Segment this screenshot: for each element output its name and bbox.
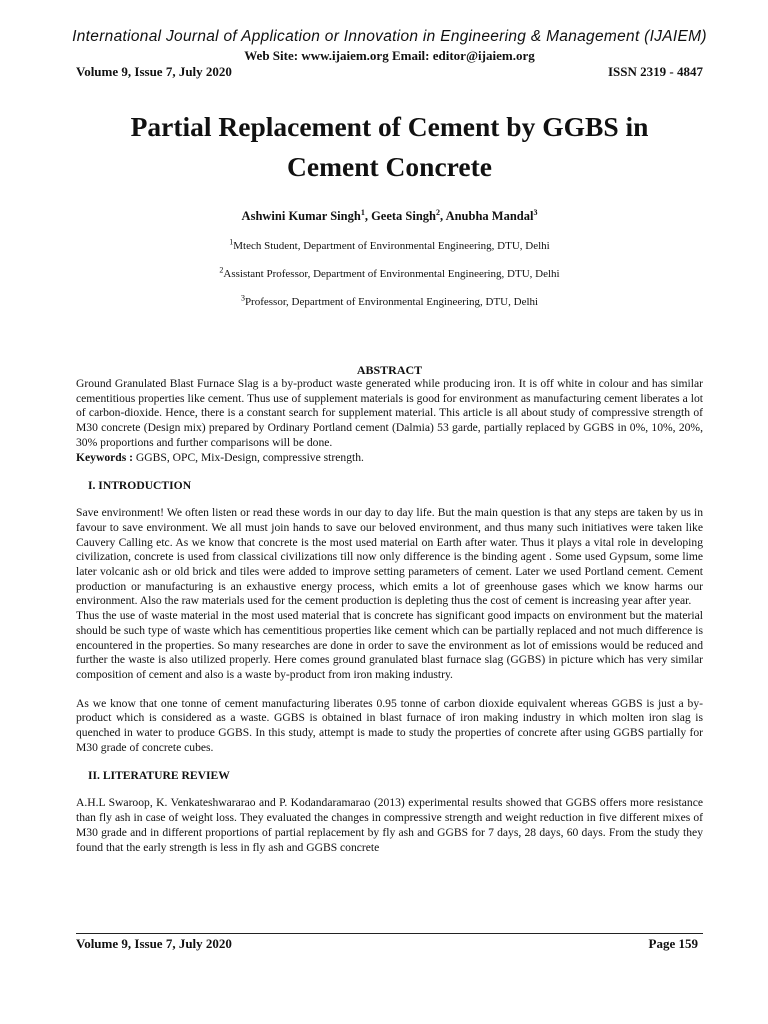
abstract-text: Ground Granulated Blast Furnace Slag is a by-product waste generated while producing iron. It is off white in colour and has similar cementitious properties like cement. Thus use of supplement materials is good for environment as manufacturing cement liberates a lot of carbon-dioxide. Hence, there is a constant search for supplement material. This article is all about study of compressive strength of M30 concrete (Design mix) prepared by Ordinary Portland cement (Dalmia) 53 garde, partially replaced by GGBS in 0%, 10%, 20%, 30% proportions and further comparisons will be done. [76,377,703,449]
keywords-line [76,451,703,466]
affiliation-sup: 1 [229,237,234,247]
intro-paragraph-2: Thus the use of waste material in the most used material that is concrete has significant good impacts on environment but the material should be such type of waste which has cementitious properties like cement which can be partially replaced and not much difference is encountered in the properties. So many researches are done in order to save the environment as lot of emissions would be reduced and further the waste is also utilized properly. Here comes ground granulated blast furnace slag (GGBS) in picture which has very similar composition of cement and also is a waste by-product from iron making industry. [76,609,703,681]
author-list: Ashwini Kumar Singh$^1$, Geeta Singh$^2$, Anubha Mandal$^3$ [241,207,538,223]
header-volume-issue: Volume 9, Issue 7, July 2020 [76,64,232,79]
footer-rule [76,933,703,934]
affiliation-sup: 2 [219,265,224,275]
header-volume-row [76,64,703,79]
author-sup: 1 [360,207,365,217]
affiliation-text: Professor, Department of Environmental Engineering, DTU, Delhi [244,296,539,308]
footer-page-number: Page 159 [648,936,698,951]
paper-page [72,28,707,988]
author-name: Ashwini Kumar Singh [241,209,361,223]
paragraph-gap [76,683,703,697]
affiliation-text: Mtech Student, Department of Environmental Engineering, DTU, Delhi [233,240,550,252]
author-name: Geeta Singh [371,209,436,223]
page-footer [76,936,703,951]
author-sup: 3 [533,207,538,217]
footer-volume-issue: Volume 9, Issue 7, July 2020 [76,936,232,951]
author-sup: 2 [436,207,440,217]
affiliation-sup: 3 [240,293,245,303]
keywords-label: Keywords : [76,450,133,464]
literature-paragraph-1: A.H.L Swaroop, K. Venkateshwararao and P. Kodandaramarao (2013) experimental results showed that GGBS offers more resistance than fly ash in case of weight loss. They evaluated the changes in compressive strength and weight reduction in five different mixes of M30 grade and in different proportions of partial replacement by fly ash and GGBS for 7 days, 28 days, 60 days. From the study they found that the early strength is less in fly ash and GGBS concrete [76,796,703,854]
keywords-text: GGBS, OPC, Mix-Design, compressive strength. [133,450,364,464]
header-issn: ISSN 2319 - 4847 [608,64,703,79]
affiliation-3 [76,293,703,309]
journal-website-line: Web Site: www.ijaiem.org Email: editor@ijaiem.org [244,48,535,63]
affiliation-text: Assistant Professor, Department of Environmental Engineering, DTU, Delhi [223,268,560,280]
author-name: Anubha Mandal [445,209,534,223]
affiliation-2 [76,265,703,281]
intro-paragraph-3: As we know that one tonne of cement manufacturing liberates 0.95 tonne of carbon dioxide equivalent whereas GGBS is just a by-product which is considered as a waste. GGBS is obtained in blast furnace of iron making industry in which molten iron slag is quenched in water to produce GGBS. In this study, attempt is made to study the properties of concrete after using GGBS partially for M30 grade of concrete cubes. [76,696,703,754]
article-title: Partial Replacement of Cement by GGBS in Cement Concrete [130,111,649,182]
intro-paragraph-1: Save environment! We often listen or read these words in our day to day life. But the main question is that any steps are taken by us in favour to save environment. We all must join hands to save our beloved environment, and thus many such initiatives were taken like Cauvery Calling etc. As we know that concrete is the most used material on Earth after water. Thus it plays a vital role in developing civilization, concrete is used from classical civilizations till now only difference is the binding agent . Some used Gypsum, some lime later volcanic ash or old brick and tiles were added to improve setting parameters of cement. Later we used Portland cement. Cement production or manufacturing is an exhaustive energy process, which emits a lot of greenhouse gases which we know harms our environment. Also the raw materials used for the cement production is depleting thus the cost of cement is increasing year after year. [76,506,703,608]
affiliation-1 [76,237,703,253]
abstract-heading: ABSTRACT [356,363,423,377]
section-heading-literature-review: II. LITERATURE REVIEW [88,769,230,783]
section-heading-introduction: I. INTRODUCTION [88,479,192,493]
journal-name: International Journal of Application or Innovation in Engineering & Management (IJAIEM) [72,28,707,45]
